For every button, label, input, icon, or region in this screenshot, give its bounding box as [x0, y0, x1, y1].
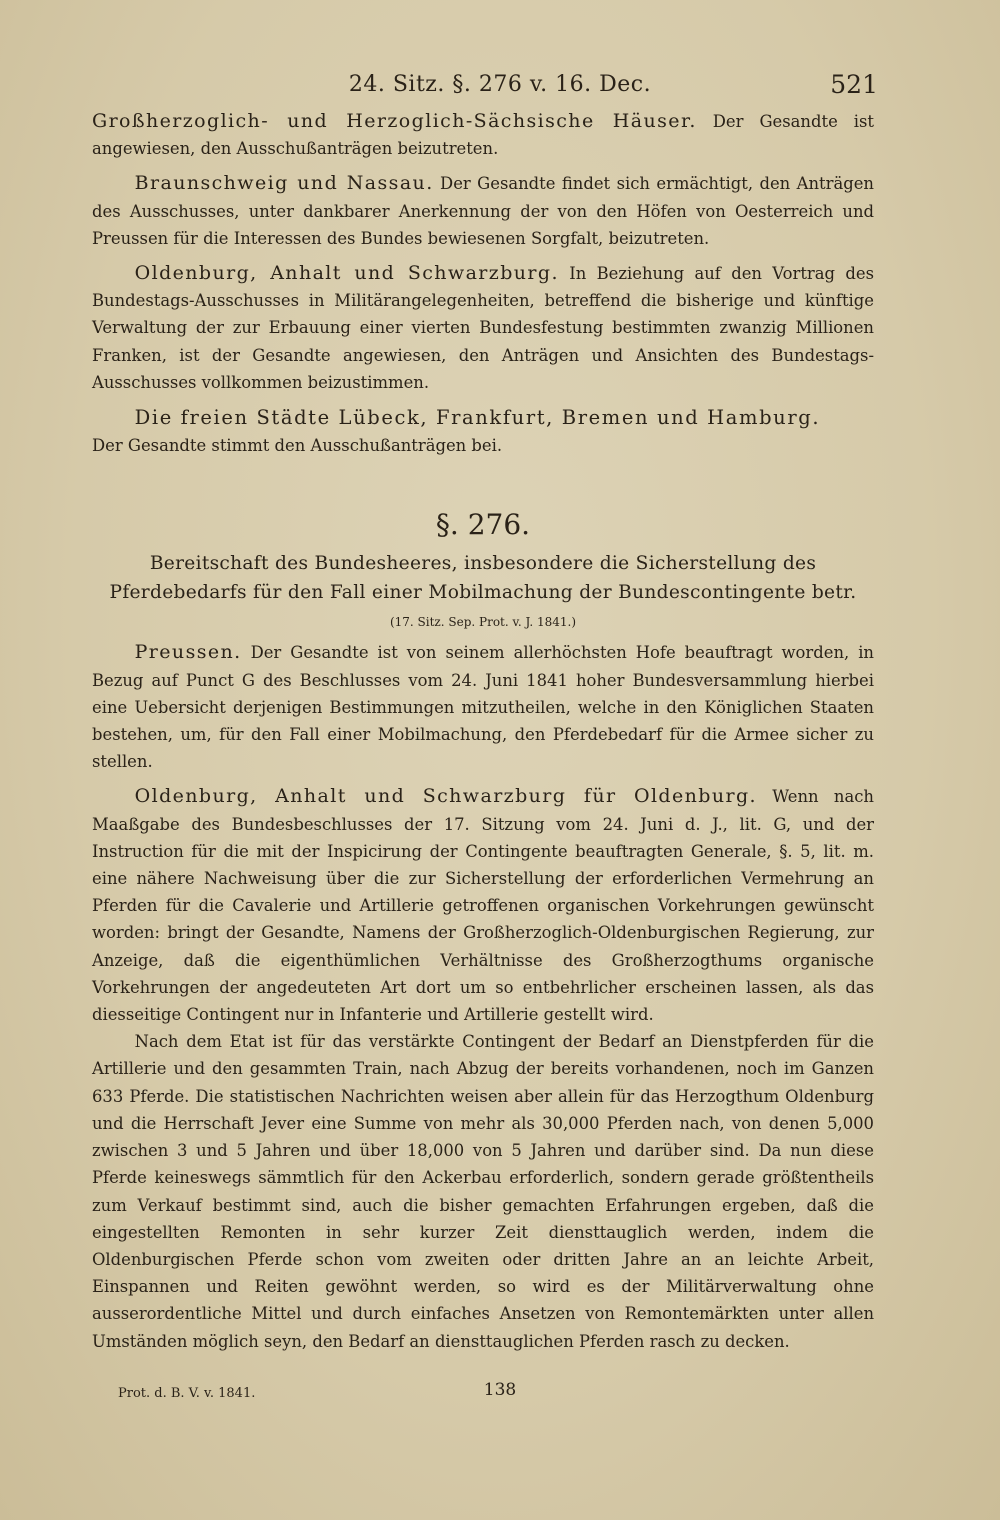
paragraph-free-cities [92, 404, 874, 432]
paragraph-text: Der Gesandte ist angewiesen, den Ausschußanträgen beizutreten. [92, 112, 874, 159]
page-number: 521 [830, 70, 878, 99]
page-body [92, 108, 874, 1355]
paragraph-heading: Die freien Städte Lübeck, Frankfurt, Bremen und Hamburg. [134, 406, 821, 430]
paragraph-text: Der Gesandte ist von seinem allerhöchsten Hofe beauftragt worden, in Bezug auf Punct G des Beschlusses vom 24. Juni 1841 hoher Bundesversammlung hierbei eine Uebersicht derjenigen Bestimmungen mitzutheilen, welche in den Königlichen Staaten bestehen, um, für den Fall einer Mobilmachung, den Pferdebedarf für die Armee sicher zu stellen. [92, 643, 874, 772]
paragraph-heading: Großherzoglich- und Herzoglich-Sächsische Häuser. [92, 110, 697, 132]
paragraph-oldenburg-anhalt [92, 260, 874, 396]
paragraph-text: In Beziehung auf den Vortrag des Bundestags-Ausschusses in Militärangelegenheiten, betreffend die bisherige und künftige Verwaltung der zur Erbauung einer vierten Bundesfestung bestimmten zwanzig Millionen Franken, ist der Gesandte angewiesen, den Anträgen und Ansichten des Bundestags-Ausschusses vollkommen beizustimmen. [92, 264, 874, 392]
section-number: §. 276. [435, 508, 531, 542]
printer-signature: 138 [483, 1380, 517, 1400]
paragraph-saxon-houses [92, 108, 874, 162]
paragraph-heading: Oldenburg, Anhalt und Schwarzburg für Oldenburg. [134, 785, 757, 808]
running-header [0, 66, 1000, 106]
paragraph-braunschweig-nassau [92, 170, 874, 252]
section-reference: (17. Sitz. Sep. Prot. v. J. 1841.) [389, 615, 577, 630]
paragraph-oldenburg [92, 783, 874, 1028]
paragraph-free-cities-text: Der Gesandte stimmt den Ausschußanträgen bei. [92, 436, 503, 456]
paragraph-text: Der Gesandte findet sich ermächtigt, den Anträgen des Ausschusses, unter dankbarer Anerkennung der von den Höfen von Oesterreich und Preussen für die Interessen des Bundes bewiesenen Sorgfalt, beizutreten. [92, 174, 874, 248]
paragraph-preussen [92, 639, 874, 775]
paragraph-heading: Braunschweig und Nassau. [134, 172, 434, 195]
paragraph-etat: Nach dem Etat ist für das verstärkte Contingent der Bedarf an Dienstpferden für die Artillerie und den gesammten Train, nach Abzug der bereits vorhandenen, noch im Ganzen 633 Pferde. Die statistischen Nachrichten weisen aber allein für das Herzogthum Oldenburg und die Herrschaft Jever eine Summe von mehr als 30,000 Pferden nach, von denen 5,000 zwischen 3 und 5 Jahren und über 18,000 von 5 Jahren und darüber sind. Da nun diese Pferde keineswegs sämmtlich für den Ackerbau erforderlich, sondern gerade größtentheils zum Verkauf bestimmt sind, auch die bisher gemachten Erfahrungen ergeben, daß die eingestellten Remonten in sehr kurzer Zeit diensttauglich werden, indem die Oldenburgischen Pferde schon vom zweiten oder dritten Jahre an an leichte Arbeit, Einspannen und Reiten gewöhnt werden, so wird es der Militärverwaltung ohne ausserordentliche Mittel und durch einfaches Ansetzen von Remontemärkten unter allen Umständen möglich seyn, den Bedarf an diensttauglichen Pferden rasch zu decken. [92, 1032, 874, 1351]
footer-reference: Prot. d. B. V. v. 1841. [118, 1386, 256, 1401]
section-title: Bereitschaft des Bundesheeres, insbesondere die Sicherstellung des Pferdebedarfs für den Fall einer Mobilmachung der Bundescontingente betr. [109, 553, 857, 604]
paragraph-heading: Oldenburg, Anhalt und Schwarzburg. [134, 262, 559, 285]
page-footer [0, 1380, 1000, 1410]
paragraph-text: Wenn nach Maaßgabe des Bundesbeschlusses der 17. Sitzung vom 24. Juni d. J., lit. G, und der Instruction für die mit der Inspicirung der Contingente beauftragten Generale, §. 5, lit. m. eine nähere Nachweisung über die zur Sicherstellung der erforderlichen Vermehrung an Pferden für die Cavalerie und Artillerie getroffenen organischen Vorkehrungen gewünscht worden: bringt der Gesandte, Namens der Großherzoglich-Oldenburgischen Regierung, zur Anzeige, daß die eigenthümlichen Verhältnisse des Großherzogthums organische Vorkehrungen der angedeuteten Art dort um so entbehrlicher erscheinen lassen, als das diesseitige Contingent nur in Infanterie und Artillerie gestellt wird. [92, 787, 874, 1025]
running-head: 24. Sitz. §. 276 v. 16. Dec. [348, 72, 652, 97]
paragraph-heading: Preussen. [134, 641, 242, 664]
